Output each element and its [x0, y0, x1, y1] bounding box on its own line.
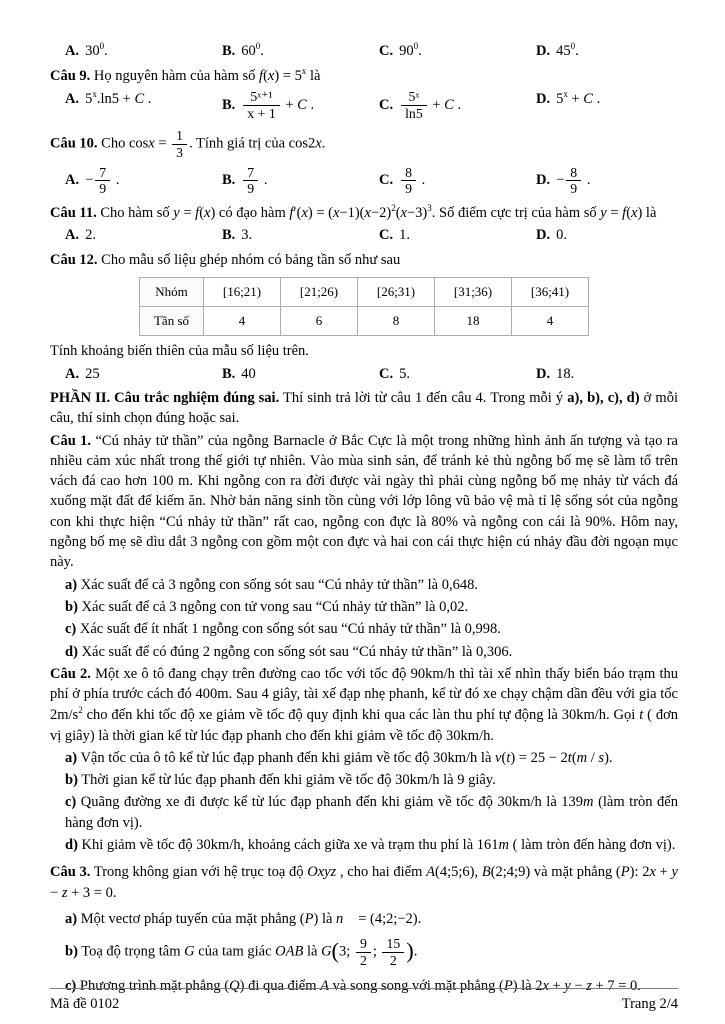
table-rowlabel-cell: Tần số [140, 307, 204, 336]
option-label: A. [65, 91, 80, 108]
page-content [50, 38, 678, 1002]
option-value: $\frac{\text{5ˣ}}{\ln 5}$ + C . [399, 97, 461, 113]
option-label: A. [65, 172, 80, 189]
option-value: 0. [556, 227, 567, 244]
option-label: B. [222, 365, 236, 382]
table-cell: 6 [281, 307, 358, 336]
table-cell: 18 [435, 307, 512, 336]
option-label: D. [536, 91, 551, 108]
option-value: $\frac{7}{9}$ . [241, 172, 267, 188]
table-cell: 4 [204, 307, 281, 336]
option-a [50, 225, 207, 245]
option-label: D. [536, 42, 551, 59]
answer-row-q11 [50, 225, 678, 245]
option-b [207, 364, 364, 384]
option-c [364, 225, 521, 245]
question-12-text: Câu 12. Cho mẫu số liệu ghép nhóm có bảng tần số như sau [50, 251, 401, 268]
option-d [521, 40, 678, 61]
option-label: A. [65, 365, 80, 382]
option-d [521, 164, 678, 199]
option-a [50, 88, 207, 123]
tf-question-2-text: Câu 2. Một xe ô tô đang chạy trên đường cao tốc với tốc độ 90km/h thì tài xế nhìn thấy biển báo trạm thu phí ở phía trước cách đó 400m. Sau 4 giây, tài xế đạp nhẹ phanh, kể từ đó xe chạy chậm dần đều với gia tốc $2m/s^2$ cho đến khi tốc độ xe giảm về tốc độ quy định khi qua các làn thu phí tự động là 30km/h. Gọi t ( đơn vị giây) là thời gian kể từ lúc đạp phanh cho đến khi giảm về tốc độ 30km/h. [50, 665, 678, 744]
option-value: $60^0$. [241, 41, 264, 59]
option-c [364, 40, 521, 61]
option-label: C. [379, 42, 394, 59]
answer-row-q9 [50, 88, 678, 123]
option-label: D. [536, 172, 551, 189]
answer-row-q12 [50, 364, 678, 384]
tf-q1-item-c: c) Xác suất để ít nhất 1 ngỗng con sống sót sau “Cú nhảy tử thần” là 0,998. [65, 621, 501, 638]
option-value: 25 [85, 365, 100, 382]
table-row-frequencies [140, 307, 589, 336]
option-value: 5. [399, 365, 410, 382]
tf-q2-item-c: c) Quãng đường xe đi được kể từ lúc đạp phanh đến khi giảm về tốc độ 30km/h là 139m (làm tròn đến hàng đơn vị). [65, 794, 678, 831]
option-value: $\frac{\text{5ˣ⁺¹}}{x + 1}$ + C . [241, 97, 314, 113]
table-cell: [31;36) [435, 278, 512, 307]
option-value: $\frac{8}{9}$ . [399, 172, 425, 188]
exam-code: Mã đề 0102 [50, 995, 120, 1012]
option-label: B. [222, 227, 236, 244]
option-b [207, 88, 364, 123]
option-label: C. [379, 227, 394, 244]
option-value: $5^x + C$ . [556, 89, 601, 108]
option-value: $45^0$. [556, 41, 579, 59]
option-label: C. [379, 365, 394, 382]
tf-q1-item-a: a) Xác suất để cả 3 ngỗng con sống sót sau “Cú nhảy tử thần” là 0,648. [65, 576, 478, 593]
option-d [521, 225, 678, 245]
option-b [207, 225, 364, 245]
tf-q2-item-b: b) Thời gian kể từ lúc đạp phanh đến khi giảm về tốc độ 30km/h là 9 giây. [65, 772, 496, 789]
part2-heading: PHẦN II. Câu trắc nghiệm đúng sai. Thí sinh trả lời từ câu 1 đến câu 4. Trong mỗi ý a), b), c), d) ở mỗi câu, thí sinh chọn đúng hoặc sai. [50, 390, 678, 427]
question-12-prompt: Tính khoảng biến thiên của mẫu số liệu trên. [50, 343, 309, 360]
option-value: 18. [556, 365, 575, 382]
tf-question-1-text: Câu 1. “Cú nhảy tử thần” của ngỗng Barnacle ở Bắc Cực là một trong những hình ảnh ấn tượng và tạo ra nhiều cảm xúc nhất trong thế giới tự nhiên. Vào mùa sinh sản, để tránh kẻ thù ngỗng bố mẹ sẽ làm tổ trên vách đá cao hơn 100 m. Khi ngỗng con ra đời được vài ngày thì phải cùng ngỗng bố mẹ nhảy từ vách đá xuống mặt đất để kiếm ăn. Nhờ bản năng sinh tồn cùng với lớp lông vũ bảo vệ mà tỉ lệ sống sót của ngỗng con khi thực hiện “Cú nhảy tử thần” rất cao, ngỗng con đực là 80% và ngỗng con cái là 90%. Hôm nay, ngỗng bố mẹ sẽ dìu dắt 3 ngỗng con gồm một con đực và hai con cái thực hiện cú nhảy đầu đời ngoạn mục này. [50, 432, 678, 571]
frequency-table [139, 277, 589, 336]
option-b [207, 40, 364, 61]
question-9-text: Câu 9. Họ nguyên hàm của hàm số $f(x) = 5^x$ là [50, 66, 321, 84]
option-c [364, 88, 521, 123]
option-label: A. [65, 42, 80, 59]
tf-q3-item-b: b) Toạ độ trọng tâm G của tam giác OAB là G(3; $\frac{9}{2}$ ; $\frac{15}{2}$ ). [65, 936, 418, 969]
tf-question-3-text: Câu 3. Trong không gian với hệ trục toạ độ Oxyz , cho hai điểm A(4;5;6), B(2;4;9) và mặt phẳng (P): 2x + y − z + 3 = 0. [50, 864, 678, 901]
option-value: 1. [399, 227, 410, 244]
table-cell: [16;21) [204, 278, 281, 307]
option-label: D. [536, 365, 551, 382]
table-cell: 4 [512, 307, 589, 336]
tf-q2-item-a: a) Vận tốc của ô tô kể từ lúc đạp phanh đến khi giảm về tốc độ 30km/h là v(t) = 25 − 2t(m / s). [65, 749, 613, 766]
option-label: C. [379, 172, 394, 189]
option-value: 40 [241, 365, 256, 382]
page-footer [50, 988, 678, 1014]
table-row-groups [140, 278, 589, 307]
option-value: − $\frac{7}{9}$ . [85, 164, 120, 197]
tf-q3-item-c: c) Phương trình mặt phẳng (Q) đi qua điểm A và song song với mặt phẳng (P) là 2x + y − z + 7 = 0. [65, 977, 641, 994]
option-label: D. [536, 227, 551, 244]
option-a [50, 164, 207, 199]
table-cell: [36;41) [512, 278, 589, 307]
option-d [521, 88, 678, 123]
option-label: A. [65, 227, 80, 244]
option-a [50, 364, 207, 384]
option-a [50, 40, 207, 61]
table-corner-cell: Nhóm [140, 278, 204, 307]
option-value: $30^0$. [85, 41, 108, 59]
tf-q1-item-d: d) Xác suất để có đúng 2 ngỗng con sống sót sau “Cú nhảy tử thần” là 0,306. [65, 643, 513, 660]
option-label: B. [222, 42, 236, 59]
option-label: B. [222, 96, 236, 113]
table-cell: 8 [358, 307, 435, 336]
page-number: Trang 2/4 [621, 995, 678, 1012]
option-value: 3. [241, 227, 253, 244]
tf-q2-item-d: d) Khi giảm về tốc độ 30km/h, khoảng cách giữa xe và trạm thu phí là 161m ( làm tròn đến hàng đơn vị). [65, 837, 676, 854]
tf-q1-item-b: b) Xác suất để cả 3 ngỗng con tử vong sau “Cú nhảy tử thần” là 0,02. [65, 598, 469, 615]
option-value: $90^0$. [399, 41, 422, 59]
option-label: C. [379, 96, 394, 113]
option-c [364, 364, 521, 384]
question-10-text: Câu 10. Cho cosx = $\frac{1}{3}$ . Tính giá trị của cos2x. [50, 127, 326, 160]
tf-q3-item-a: a) Một vectơ pháp tuyến của mặt phẳng (P) là n⃗ = (4;2;−2). [65, 910, 422, 927]
table-cell: [21;26) [281, 278, 358, 307]
table-cell: [26;31) [358, 278, 435, 307]
option-c [364, 164, 521, 199]
option-value: $5^x.\ln 5 + C$ . [85, 89, 152, 108]
option-d [521, 364, 678, 384]
answer-row-q8 [50, 40, 678, 61]
answer-row-q10 [50, 164, 678, 199]
question-11-text: Câu 11. Cho hàm số y = f(x) có đạo hàm $f'(x) = (x-1)(x-2)^2(x-3)^3$. Số điểm cực trị của hàm số y = f(x) là [50, 203, 657, 222]
option-label: B. [222, 172, 236, 189]
option-value: 2. [85, 227, 96, 244]
option-value: − $\frac{8}{9}$ . [556, 164, 591, 197]
option-b [207, 164, 364, 199]
